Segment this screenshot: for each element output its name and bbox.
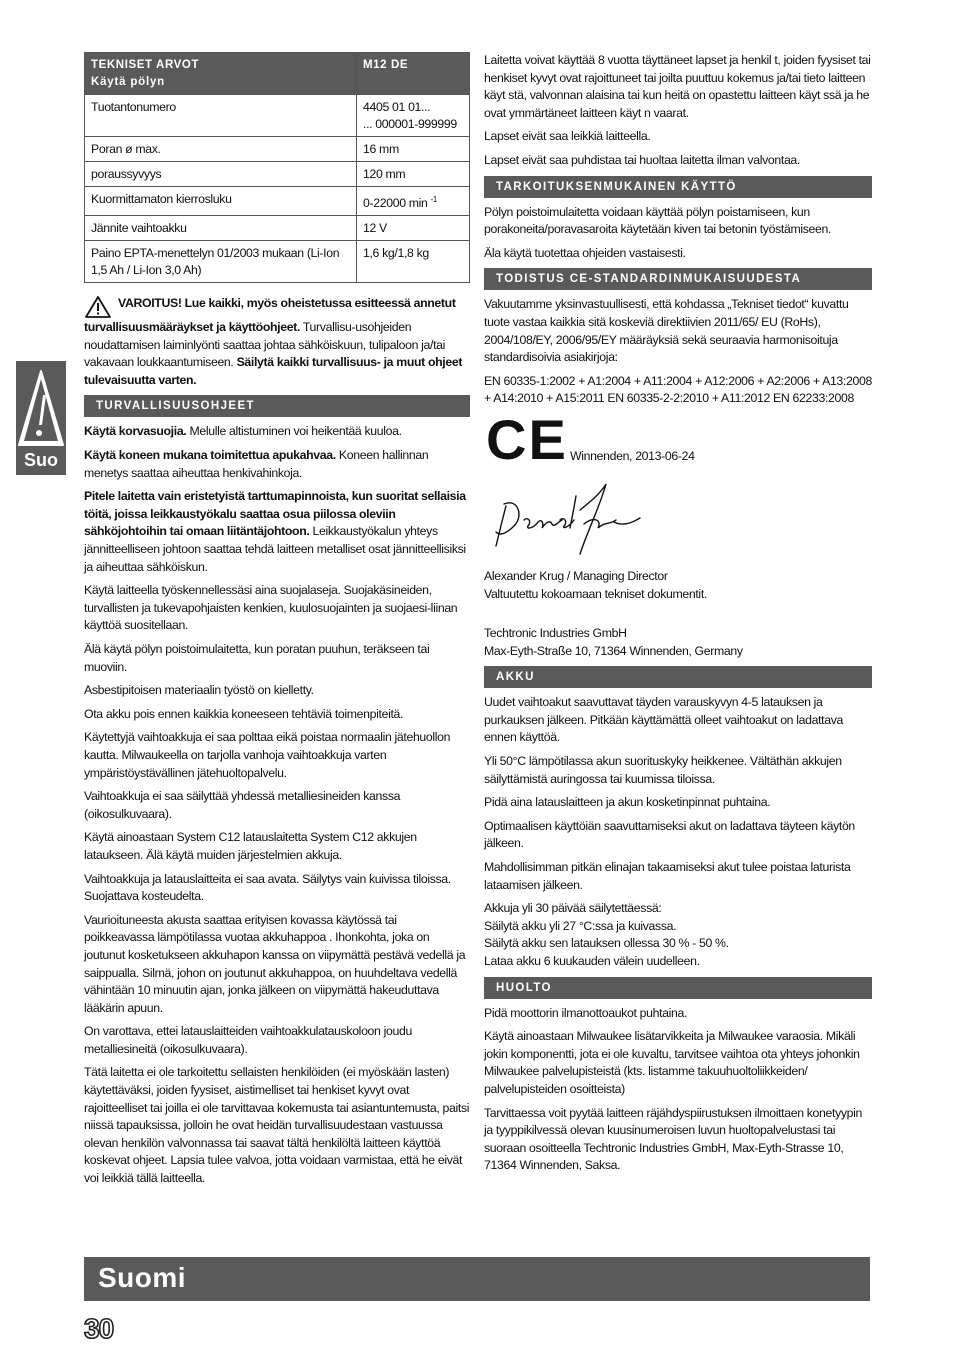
- spec-value-line: 4405 01 01...: [363, 100, 431, 114]
- company-address: Max-Eyth-Straße 10, 71364 Winnenden, Germany: [484, 643, 743, 658]
- ce-paragraph: Vakuutamme yksinvastuullisesti, että kohdassa „Tekniset tiedot“ kuvattu tuote vastaa kaikkia sitä koskeviä direktiivien 2011/65/ EU (RoHs), 2004/108/EY, 2006/95/EY määräyksiä sekä seuraavia harmonisoituja standardisoivia asiakirjoja:: [484, 297, 849, 365]
- spec-value: 1,6 kg/1,8 kg: [357, 241, 470, 283]
- ce-mark-icon: [486, 407, 568, 471]
- battery-paragraph: Yli 50°C lämpötilassa akun suorituskyky heikkenee. Vältäthän akkujen säilyttämistä auringossa tai kuumissa tiloissa.: [484, 754, 842, 786]
- left-column: [84, 52, 470, 1194]
- right-column: [484, 52, 872, 1181]
- signature-image: [484, 476, 872, 566]
- safety-text: Leikkaustyökalun yhteys jännitteelliseen johtoon saattaa tehdä laitteen metalliset osat jännitteellisiksi ja aiheuttaa sähköiskun.: [84, 524, 466, 574]
- warning-bold-1: VAROITUS! Lue kaikki, myös oheistetussa esitteessä annetut turvallisuusmääräykset ja käyttöohjeet.: [84, 296, 456, 335]
- spec-label: Tuotantonumero: [85, 95, 357, 137]
- safety-paragraph: Käytä ainoastaan System C12 latauslaitetta System C12 akkujen lataukseen. Älä käytä muiden järjestelmien akkuja.: [84, 830, 417, 862]
- warning-bold-2: Säilytä kaikki turvallisuus- ja muut ohjeet tulevaisuutta varten.: [84, 355, 463, 387]
- spec-label: Jännite vaihtoakku: [85, 216, 357, 241]
- spec-table: [84, 52, 470, 283]
- storage-line: Säilytä akku yli 27 °C:ssa ja kuivassa.: [484, 918, 677, 933]
- battery-paragraph: Optimaalisen käyttöiän saavuttamiseksi akut on ladattava täyteen käytön jälkeen.: [484, 818, 855, 851]
- battery-paragraph: Mahdollisimman pitkän elinajan takaamiseksi akut tulee poistaa laturista lataamisen jälkeen.: [484, 860, 851, 892]
- side-tab-label: Suo: [24, 450, 58, 470]
- spec-header-left: [85, 53, 357, 95]
- safety-bold: Käytä korvasuojia.: [84, 424, 187, 439]
- storage-line: Akkuja yli 30 päivää säilytettäessä:: [484, 901, 662, 916]
- maintenance-paragraph: Käytä ainoastaan Milwaukee lisätarvikkeita ja Milwaukee varaosia. Mikäli jokin komponentti, jota ei ole kuvaltu, tarvitsee vaihtoa ota yhteys johonkin Milwaukee palvelupisteistä (kts. listamme takuuhuoltoliikkeiden/ palvelupisteiden osoitteista): [484, 1029, 860, 1096]
- spec-value-sup: -1: [430, 195, 438, 204]
- spec-value: [357, 95, 470, 137]
- exclamation-icon: [16, 365, 66, 453]
- warning-text: Turvallisu-usohjeiden noudattamisen laiminlyönti saattaa johtaa sähköiskuun, tulipaloon ja/tai vakavaan loukkaantumiseen.: [84, 320, 446, 370]
- section-heading-maintenance: HUOLTO: [484, 977, 872, 999]
- safety-paragraph: Käytä laitteella työskennellessäsi aina suojalaseja. Suojakäsineiden, turvallisten ja tukevapohjaisten kenkien, kuulosuojainten ja suojaesi-liinan käyttöä suositellaan.: [84, 583, 458, 633]
- table-row: [85, 216, 470, 241]
- safety-paragraph: Asbestipitoisen materiaalin työstö on kielletty.: [84, 683, 314, 698]
- footer-language-title: Suomi: [98, 1262, 187, 1293]
- safety-paragraph: Ota akku pois ennen kaikkia koneeseen tehtäviä toimenpiteitä.: [84, 706, 404, 721]
- safety-paragraph: Käytettyjä vaihtoakkuja ei saa polttaa eikä poistaa normaalin jätehuollon kautta. Milwaukeella on tarjolla vanhoja vaihtoakkuja varten ympäristöystävällinen jätehuoltopalvelu.: [84, 730, 451, 780]
- table-row: [85, 137, 470, 162]
- spec-label: poraussyvyys: [85, 162, 357, 187]
- maintenance-paragraph: Pidä moottorin ilmanottoaukot puhtaina.: [484, 1005, 688, 1020]
- safety-bold: Pitele laitetta vain eristetyistä tarttumapinnoista, kun suoritat sellaisia töitä, joissa leikkaustyökalu saattaa osua piilossa oleviin sähköjohtoihin tai omaan liitäntäjohtoon.: [84, 489, 466, 539]
- battery-storage: [484, 900, 872, 970]
- safety-paragraph: [84, 423, 470, 441]
- safety-paragraph: Tätä laitetta ei ole tarkoitettu sellaisten henkilöiden (ei myöskään lasten) käytettäväksi, joiden fyysiset, aistimelliset tai henkiset kyvyt ovat rajoitteelliset tai joilla ei ole tarvittavaa kokemusta tai asiantuntemusta, paitsi niissä tapauksissa, jolloin he ovat heidän turvallisuudestaan vastuussa olevan henkilön valvonnassa tai saavat tältä henkilöltä laitteen käyttöä koskevat ohjeet. Lapsia tulee valvoa, jotta voidaan varmistaa, että he eivät voi leikkiä tällä laitteella.: [84, 1065, 470, 1186]
- battery-paragraph: Uudet vaihtoakut saavuttavat täyden varauskyvyn 4-5 latauksen ja purkauksen jälkeen. Pitkään käyttämättä olleet vaihtoakut on ladattava ennen käyttöä.: [484, 695, 843, 745]
- table-row: [85, 95, 470, 137]
- section-heading-battery: AKKU: [484, 666, 872, 688]
- spec-value-line: 0-22000 min: [363, 196, 428, 211]
- safety-paragraph: Älä käytä pölyn poistoimulaitetta, kun poratan puuhun, teräkseen tai muoviin.: [84, 642, 430, 674]
- footer-language-bar: [84, 1257, 870, 1301]
- page-number: 30: [84, 1313, 114, 1344]
- language-side-tab: [16, 361, 66, 475]
- intended-use-paragraph: Pölyn poistoimulaitetta voidaan käyttää pölyn poistamiseen, kun porakoneita/poravasaroita käytetään kiven tai betonin työstämiseen.: [484, 204, 832, 237]
- warning-paragraph: [84, 295, 470, 389]
- intro-paragraph: Lapset eivät saa leikkiä laitteella.: [484, 129, 651, 144]
- spec-header-model: M12 DE: [357, 53, 470, 95]
- signer-name: Alexander Krug / Managing Director: [484, 568, 668, 583]
- ce-mark-block: [484, 407, 872, 476]
- safety-bold: Käytä koneen mukana toimitettua apukahvaa.: [84, 448, 336, 463]
- safety-paragraph: Vaurioituneesta akusta saattaa erityisen kovassa käytössä tai poikkeavassa lämpötilassa vuotaa akkuhappoa . Ihonkohta, joka on joutunut kosketukseen akkuhapon kanssa on viipymättä pestävä vedellä ja saippualla. Silmä, johon on joutunut akkuhappoa, on huuhdeltava vedellä vähintään 10 minuutin ajan, jonka jälkeen on viipymättä hakeuduttava lääkärin apuun.: [84, 912, 466, 1015]
- intro-paragraph: Laitetta voivat käyttää 8 vuotta täyttäneet lapset ja henkil t, joiden fyysiset tai henkiset kyvyt ovat rajoittuneet tai joilta puuttuu kokemus ja/tai tieto laitteen käyt stä, valvonnan alaisina tai kun heitä on opastettu laitteen käyt ssä ja he ovat ymmärtäneet laitteen käyt n vaarat.: [484, 53, 871, 120]
- safety-text: Koneen hallinnan menetys saattaa aiheuttaa henkivahinkoja.: [84, 448, 429, 480]
- warning-triangle-icon: [84, 295, 112, 319]
- ce-standards: EN 60335-1:2002 + A1:2004 + A11:2004 + A12:2006 + A2:2006 + A13:2008 + A14:2010 + A15:2011 EN 60335-2-2:2010 + A11:2012 EN 62233:2008: [484, 373, 872, 406]
- spec-table-header: [85, 53, 470, 95]
- spec-value: [357, 187, 470, 216]
- spec-value-line: ... 000001-999999: [363, 117, 457, 131]
- ce-logo-text: CE: [486, 407, 568, 471]
- safety-paragraph: On varottava, ettei latauslaitteiden vaihtoakkulatauskoloon joudu metalliesineitä (oikosulkuvaara).: [84, 1024, 412, 1056]
- spec-label: Poran ø max.: [85, 137, 357, 162]
- section-heading-safety: TURVALLISUUSOHJEET: [84, 395, 470, 417]
- battery-paragraph: Pidä aina latauslaitteen ja akun kosketinpinnat puhtaina.: [484, 795, 771, 810]
- storage-line: Säilytä akku sen latauksen ollessa 30 % - 50 %.: [484, 936, 729, 951]
- safety-paragraph: Vaihtoakkuja ja latauslaitteita ei saa avata. Säilytys vain kuivissa tiloissa. Suojattava kosteudelta.: [84, 871, 451, 904]
- intended-use-paragraph: Äla käytä tuotettaa ohjeiden vastaisesti.: [484, 245, 686, 260]
- safety-paragraph: [84, 447, 470, 482]
- section-heading-intended-use: TARKOITUKSENMUKAINEN KÄYTTÖ: [484, 176, 872, 198]
- spec-label: Kuormittamaton kierrosluku: [85, 187, 357, 216]
- maintenance-paragraph: Tarvittaessa voit pyytää laitteen räjähdyspiirustuksen ilmoittaen konetyypin ja tyyppikilvessä olevan kuusinumeroisen luvun huoltopalvelustasi tai suoraan osoitteella Techtronic Industries GmbH, Max-Eyth-Strasse 10, 71364 Winnenden, Saksa.: [484, 1105, 863, 1173]
- signer-authorization: Valtuutettu kokoamaan tekniset dokumentit.: [484, 586, 707, 601]
- storage-line: Lataa akku 6 kuukauden välein uudelleen.: [484, 954, 700, 968]
- section-heading-ce: TODISTUS CE-STANDARDINMUKAISUUDESTA: [484, 268, 872, 290]
- safety-paragraph: [84, 488, 470, 576]
- table-row: [85, 187, 470, 216]
- safety-paragraph: Vaihtoakkuja ei saa säilyttää yhdessä metalliesineiden kanssa (oikosulkuvaara).: [84, 789, 401, 821]
- spec-value: 16 mm: [357, 137, 470, 162]
- table-row: [85, 241, 470, 283]
- intro-paragraph: Lapset eivät saa puhdistaa tai huoltaa laitetta ilman valvontaa.: [484, 152, 800, 167]
- spec-header-title: TEKNISET ARVOT: [91, 59, 200, 71]
- safety-text: Melulle altistuminen voi heikentää kuuloa.: [186, 424, 402, 439]
- place-date: Winnenden, 2013-06-24: [570, 448, 695, 463]
- table-row: [85, 162, 470, 187]
- spec-label: Paino EPTA-menettelyn 01/2003 mukaan (Li-Ion 1,5 Ah / Li-Ion 3,0 Ah): [85, 241, 357, 283]
- spec-value: 12 V: [357, 216, 470, 241]
- company-name: Techtronic Industries GmbH: [484, 626, 627, 641]
- spec-value: 120 mm: [357, 162, 470, 187]
- spec-header-sub: Käytä pölyn: [91, 76, 165, 88]
